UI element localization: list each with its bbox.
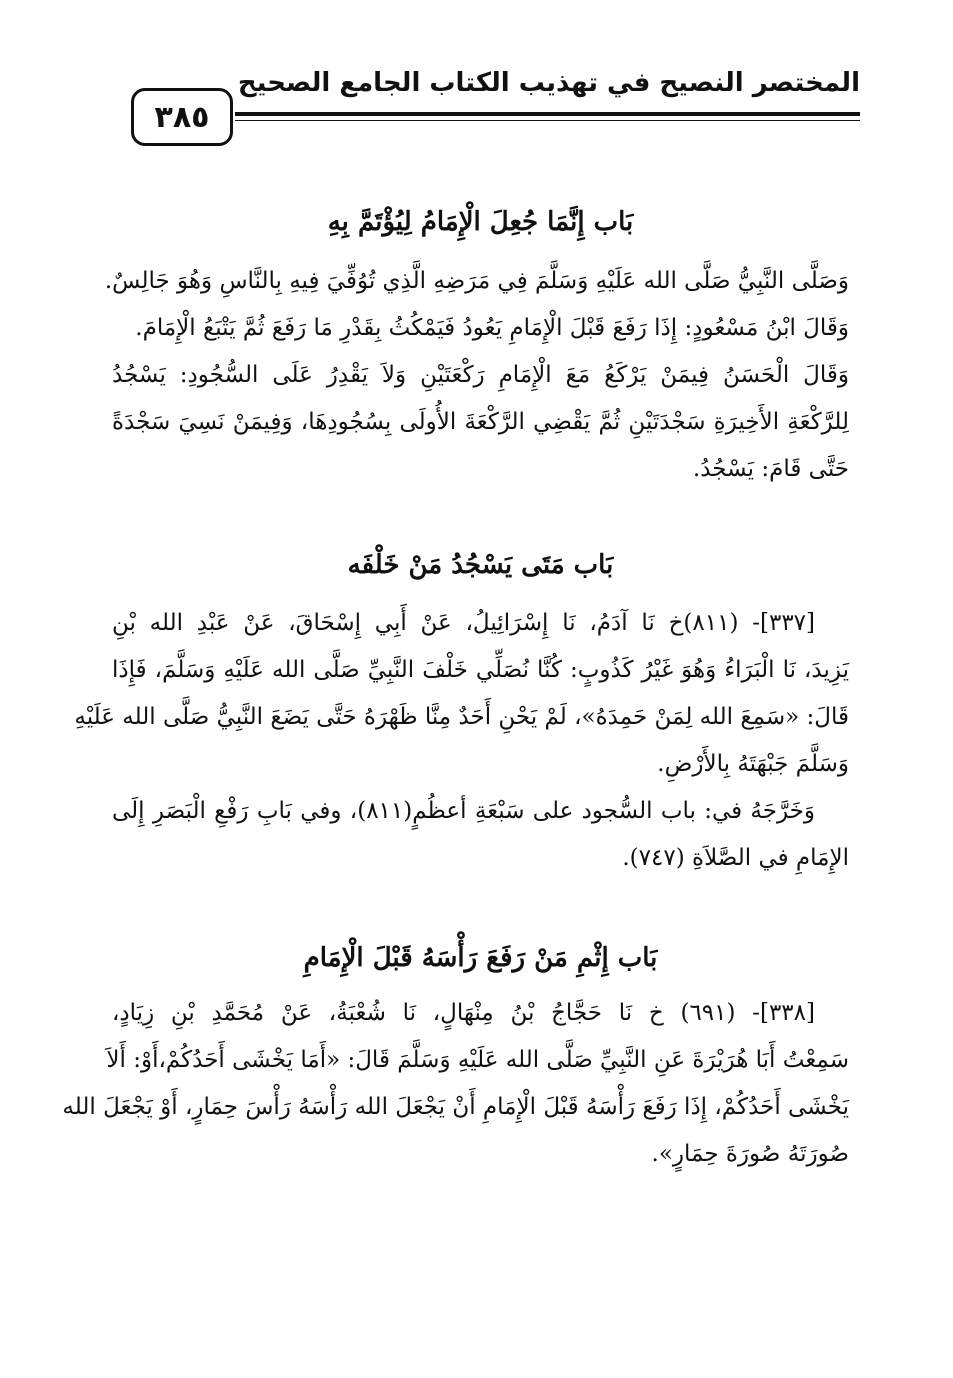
hadith-line: سَمِعْتُ أَبَا هُرَيْرَةَ عَنِ النَّبِيِّ صَلَّى الله عَلَيْهِ وَسَلَّمَ قَالَ: «أَمَا يَخْشَى أَحَدُكُمْ،أَوْ: أَلاَ: [106, 1047, 849, 1073]
cross-reference-line: الإِمَامِ في الصَّلاَةِ (٧٤٧).: [622, 845, 849, 871]
header-rule-thick: [235, 112, 860, 116]
hadith-line: يَخْشَى أَحَدُكُمْ، إِذَا رَفَعَ رَأْسَهُ قَبْلَ الْإِمَامِ أَنْ يَجْعَلَ الله رَأْسَهُ رَأْسَ حِمَارٍ، أَوْ يَجْعَلَ الله: [62, 1094, 849, 1120]
text-line: لِلرَّكْعَةِ الأَخِيرَةِ سَجْدَتَيْنِ ثُمَّ يَقْضِي الرَّكْعَةَ الأُولَى بِسُجُودِهَا، وَفِيمَنْ نَسِيَ سَجْدَةً: [112, 409, 849, 435]
hadith-line: صُورَتَهُ صُورَةَ حِمَارٍ».: [651, 1141, 849, 1167]
section-3-body: [62, 990, 849, 1178]
text-line: وَصَلَّى النَّبِيُّ صَلَّى الله عَلَيْهِ وَسَلَّمَ فِي مَرَضِهِ الَّذِي تُوُفِّيَ فِيهِ بِالنَّاسِ وَهُوَ جَالِسٌ.: [104, 268, 849, 294]
running-title: المختصر النصيح في تهذيب الكتاب الجامع الصحيح: [237, 68, 860, 98]
hadith-line: قَالَ: «سَمِعَ الله لِمَنْ حَمِدَهُ»، لَمْ يَحْنِ أَحَدٌ مِنَّا ظَهْرَهُ حَتَّى يَضَعَ النَّبِيُّ صَلَّى الله عَلَيْهِ: [74, 704, 849, 730]
chapter-title-1: بَاب إِنَّمَا جُعِلَ الْإِمَامُ لِيُؤْتَمَّ بِهِ: [327, 207, 634, 237]
chapter-title-2: بَاب مَتَى يَسْجُدُ مَنْ خَلْفَه: [347, 550, 614, 580]
cross-reference-line: وَخَرَّجَهُ في: باب السُّجود على سَبْعَةِ أعظُمٍ(٨١١)، وفي بَابِ رَفْعِ الْبَصَرِ إِلَى: [112, 798, 816, 824]
header-rule-thin: [235, 120, 860, 121]
hadith-line: يَزِيدَ، نَا الْبَرَاءُ وَهُوَ غَيْرُ كَذُوبٍ: كُنَّا نُصَلِّي خَلْفَ النَّبِيِّ صَلَّى الله عَلَيْهِ وَسَلَّمَ، فَإِذَا: [112, 657, 849, 683]
chapter-title-3: بَاب إِثْمِ مَنْ رَفَعَ رَأْسَهُ قَبْلَ الْإِمَامِ: [303, 943, 658, 973]
text-line: وَقَالَ الْحَسَنُ فِيمَنْ يَرْكَعُ مَعَ الْإِمَامِ رَكْعَتَيْنِ وَلاَ يَقْدِرُ عَلَى السُّجُودِ: يَسْجُدُ: [112, 362, 849, 388]
text-line: وَقَالَ ابْنُ مَسْعُودٍ: إِذَا رَفَعَ قَبْلَ الْإِمَامِ يَعُودُ فَيَمْكُثُ بِقَدْرِ مَا رَفَعَ ثُمَّ يَتْبَعُ الْإِمَامَ.: [135, 315, 849, 341]
hadith-line: [٣٣٧]- (٨١١)خ نَا آدَمُ، نَا إِسْرَائِيلُ، عَنْ أَبِي إِسْحَاقَ، عَنْ عَبْدِ الله بْنِ: [112, 610, 816, 636]
page-header: [125, 60, 860, 160]
section-1-body: [104, 258, 849, 493]
hadith-line: وَسَلَّمَ جَبْهَتَهُ بِالأَرْضِ.: [657, 751, 849, 777]
hadith-line: [٣٣٨]- (٦٩١) خ نَا حَجَّاجُ بْنُ مِنْهَالٍ، نَا شُعْبَةُ، عَنْ مُحَمَّدِ بْنِ زِيَادٍ،: [112, 1000, 815, 1026]
page-number: ٣٨٥: [131, 88, 233, 146]
section-2-body: [74, 600, 849, 882]
text-line: حَتَّى قَامَ: يَسْجُدُ.: [692, 456, 849, 482]
